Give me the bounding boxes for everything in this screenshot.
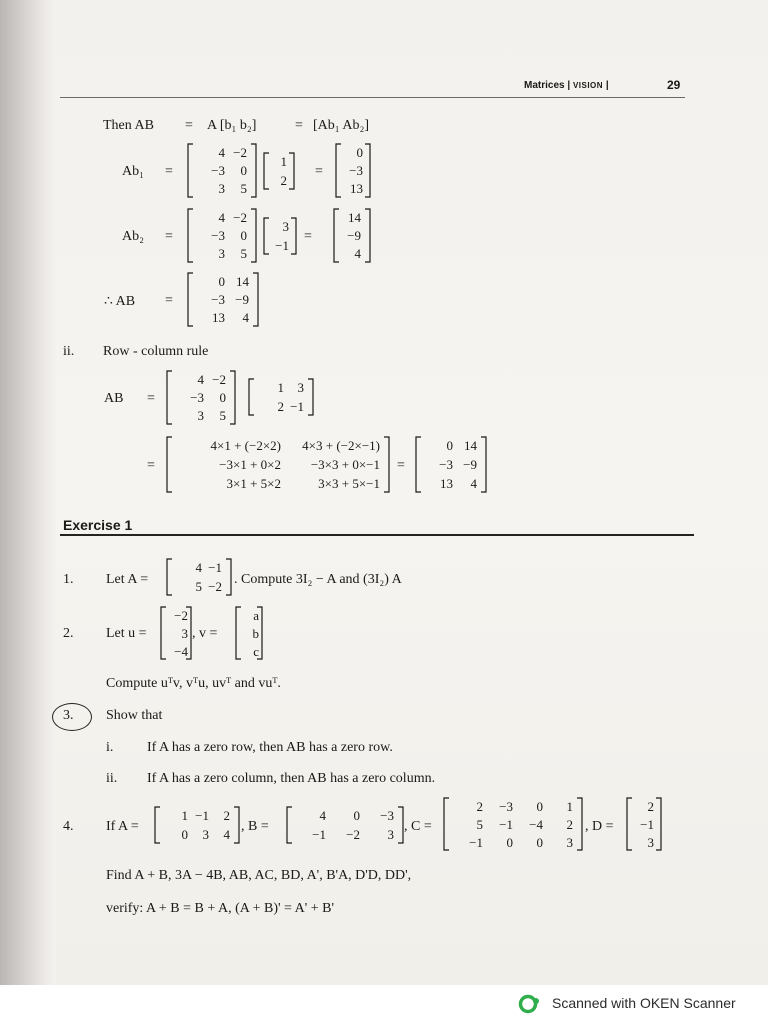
q3-ii-number: ii. [106,771,118,786]
matrix-cell: 3×3 + 5×−1 [318,476,380,491]
header-rule [60,97,685,98]
equals-sign: = [397,458,405,473]
matrix-cell: 0 [219,390,226,405]
q4-matrix-a [154,806,240,844]
a-times-b-cols: A [b₁ b₂] [207,118,257,133]
right-bracket [398,807,403,843]
matrix-cell: −3 [211,292,225,307]
matrix-cell: 3 [197,408,204,424]
q2-number: 2. [63,626,74,641]
header-brand: VISION [572,81,604,90]
vector-b1 [263,152,295,190]
left-bracket [161,607,166,659]
matrix-cell: 3 [566,834,573,850]
matrix-cell: 3 [181,625,188,641]
equals-sign: = [165,229,173,244]
matrix-cell: −3×3 + 0×−1 [310,457,380,472]
matrix-cell: 2 [223,808,230,823]
matrix-cell: 3 [297,380,304,395]
matrix-cell: 0 [240,228,247,243]
matrix-cell: 13 [440,476,453,491]
then-ab-label: Then AB [103,118,154,133]
q4-matrix-c [443,797,583,851]
matrix-cell: −2 [233,144,247,160]
matrix-cell: c [253,643,259,659]
matrix-cell: 13 [212,310,225,326]
ab-columns: [Ab₁ Ab₂] [313,118,370,133]
page-shadow [0,0,56,985]
left-bracket [287,807,292,843]
matrix-a [187,143,257,198]
header-separator: | [567,80,573,91]
exercise-rule [60,534,694,536]
matrix-cell: 4 [197,371,204,387]
left-bracket [167,371,172,424]
matrix-cell: 5 [219,408,226,424]
q3-i-text: If A has a zero row, then AB has a zero row. [147,740,393,755]
scanner-logo-icon [518,992,542,1016]
left-bracket [444,798,449,850]
q4-lead-b: , B = [241,819,269,834]
matrix-cell: 3 [282,219,289,234]
q4-matrix-b [286,806,404,844]
left-bracket [336,144,341,197]
left-bracket [264,153,269,189]
matrix-cell: 4 [354,246,361,262]
matrix-cell: 0 [240,163,247,178]
q1-task: . Compute 3I₂ − A and (3I₂) A [234,572,402,587]
matrix-cell: a [253,607,259,623]
vector-b2 [263,217,297,255]
matrix-cell: 0 [506,834,513,850]
right-bracket [481,437,486,492]
right-bracket [308,379,313,415]
matrix-cell: 4 [242,310,249,326]
matrix-cell: 14 [464,438,477,453]
ab1-label: Ab₁ [122,164,144,179]
matrix-cell: 1 [181,808,188,823]
matrix-cell: 3 [218,181,225,197]
right-bracket [251,209,256,262]
q1-lead: Let A = [106,572,149,587]
matrix-cell: 0 [356,144,363,160]
equals-sign: = [147,391,155,406]
right-bracket [291,218,296,254]
matrix-cell: 2 [476,798,483,814]
right-bracket [365,144,370,197]
rule-number: ii. [63,344,75,359]
matrix-cell: −3 [380,808,394,823]
matrix-cell: −3 [499,798,513,814]
q4-lead-c: , C = [404,819,432,834]
exercise-heading: Exercise 1 [63,517,133,533]
matrix-a [166,370,236,425]
matrix-cell: 3 [202,827,209,842]
matrix-cell: −3 [349,163,363,178]
left-bracket [264,218,269,254]
matrix-cell: 5 [240,246,247,262]
right-bracket [251,144,256,197]
matrix-cell: −1 [290,399,304,414]
q1-matrix-a [166,558,232,596]
left-bracket [249,379,254,415]
left-bracket [236,607,241,659]
matrix-cell: 4×3 + (−2×−1) [302,438,380,453]
q1-number: 1. [63,572,74,587]
matrix-cell: 4 [470,476,477,491]
matrix-a [187,208,257,263]
matrix-cell: 14 [236,273,249,289]
ab1-result [335,143,371,198]
matrix-cell: 4 [319,808,326,823]
matrix-b [248,378,314,416]
matrix-cell: 0 [536,798,543,814]
ab2-result [333,208,371,263]
matrix-cell: 4×1 + (−2×2) [210,438,281,453]
matrix-cell: 1 [277,380,284,395]
left-bracket [155,807,160,843]
matrix-cell: 5 [240,181,247,197]
matrix-cell: 4 [218,144,225,160]
left-bracket [416,437,421,492]
matrix-cell: −1 [312,827,326,842]
matrix-cell: 1 [280,154,287,169]
matrix-cell: 4 [218,209,225,225]
right-bracket [365,209,370,262]
matrix-cell: −2 [346,827,360,842]
right-bracket [230,371,235,424]
vector-u [160,606,192,660]
matrix-cell: 2 [566,816,573,832]
ab2-label: Ab₂ [122,229,144,244]
matrix-cell: 5 [476,816,483,832]
matrix-cell: 2 [647,798,654,814]
right-bracket [234,807,239,843]
matrix-cell: −9 [347,228,361,243]
left-bracket [167,437,172,492]
matrix-cell: −3 [211,163,225,178]
ab-result [415,436,487,493]
matrix-cell: 4 [223,827,230,842]
right-bracket [253,273,258,326]
equals-sign: = [304,229,312,244]
q3-text: Show that [106,708,163,723]
matrix-cell: 0 [181,827,188,842]
matrix-cell: 0 [353,808,360,823]
rule-title: Row - column rule [103,344,209,359]
matrix-cell: −3 [439,457,453,472]
equals-sign: = [295,118,303,133]
q4-verify: verify: A + B = B + A, (A + B)' = A' + B' [106,901,335,916]
matrix-cell: −1 [640,816,654,832]
matrix-cell: 3 [218,246,225,262]
matrix-cell: −3 [211,228,225,243]
matrix-cell: −9 [463,457,477,472]
matrix-cell: −3×1 + 0×2 [219,457,281,472]
left-bracket [167,559,172,595]
matrix-cell: 3×1 + 5×2 [226,476,281,491]
matrix-cell: 13 [350,181,363,197]
right-bracket [384,437,389,492]
left-bracket [334,209,339,262]
q3-number: 3. [63,708,74,723]
matrix-cell: 2 [277,399,284,414]
equals-sign: = [165,293,173,308]
q4-number: 4. [63,819,74,834]
left-bracket [188,209,193,262]
matrix-cell: −9 [235,292,249,307]
q2-compute: Compute uᵀv, vᵀu, uvᵀ and vuᵀ. [106,676,281,691]
therefore-ab-label: ∴ AB [104,294,136,309]
q4-find: Find A + B, 3A − 4B, AB, AC, BD, A', B'A, D'D, DD', [106,868,412,883]
q3-ii-text: If A has a zero column, then AB has a zero column. [147,771,436,786]
equals-sign: = [185,118,193,133]
matrix-cell: −2 [212,371,226,387]
q4-lead-a: If A = [106,819,139,834]
matrix-cell: 1 [566,798,573,814]
equals-sign: = [315,164,323,179]
matrix-cell: −4 [174,643,188,659]
q2-lead-u: Let u = [106,626,147,641]
left-bracket [188,144,193,197]
header-separator: | [605,80,609,91]
q3-i-number: i. [106,740,114,755]
header-section: Matrices [524,80,565,91]
q4-vector-d [626,797,662,851]
right-bracket [656,798,661,850]
matrix-cell: 2 [280,173,287,188]
equals-sign: = [147,458,155,473]
ab-result [187,272,259,327]
left-bracket [188,273,193,326]
matrix-cell: −1 [499,816,513,832]
matrix-cell: −2 [233,209,247,225]
matrix-cell: 0 [446,438,453,453]
matrix-cell: −2 [208,579,222,594]
expanded-product [166,436,390,493]
matrix-cell: 5 [195,579,202,594]
running-header [524,80,609,91]
matrix-cell: b [252,625,259,641]
q4-lead-d: , D = [585,819,614,834]
matrix-cell: −4 [529,816,543,832]
matrix-cell: −1 [469,834,483,850]
equals-sign: = [165,164,173,179]
matrix-cell: 0 [536,834,543,850]
left-bracket [627,798,632,850]
scanner-text: Scanned with OKEN Scanner [552,995,736,1011]
right-bracket [577,798,582,850]
right-bracket [226,559,231,595]
q2-lead-v: , v = [192,626,218,641]
matrix-cell: 0 [218,273,225,289]
vector-v [235,606,263,660]
matrix-cell: −3 [190,390,204,405]
scanner-footer [0,985,768,1024]
matrix-cell: 3 [387,827,394,842]
matrix-cell: −1 [195,808,209,823]
matrix-cell: −1 [208,560,222,575]
matrix-cell: −1 [275,238,289,253]
matrix-cell: 3 [647,834,654,850]
page-number: 29 [667,78,681,92]
ab-label: AB [104,391,124,406]
matrix-cell: 14 [348,209,361,225]
right-bracket [289,153,294,189]
matrix-cell: −2 [174,607,188,623]
matrix-cell: 4 [195,560,202,575]
